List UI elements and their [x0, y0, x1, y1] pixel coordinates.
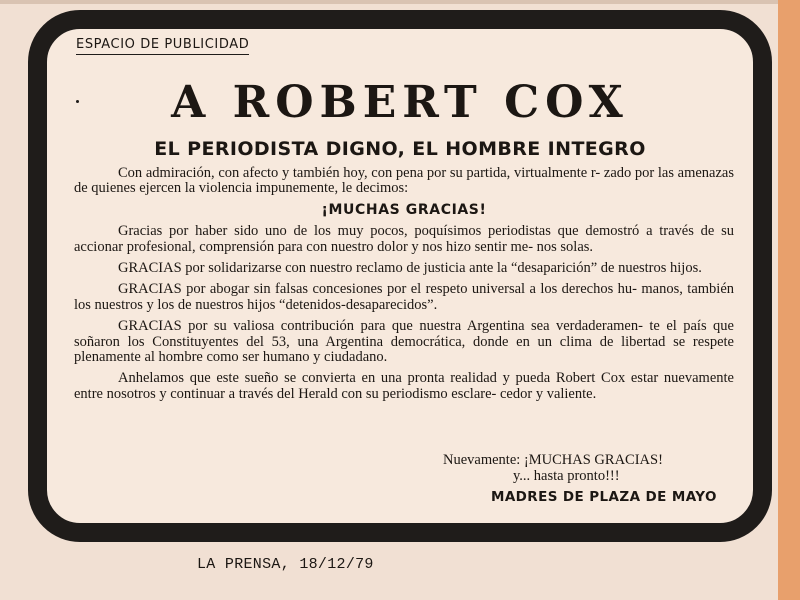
- closing-block: [443, 452, 663, 484]
- body-paragraph: GRACIAS por su valiosa contribución para que nuestra Argentina sea verdaderamen- te el país que soñaron los Constituyentes del 53, una Argentina democrática, donde en un clima de libertad se respete plenamente al hombre como ser humano y ciudadano.: [74, 318, 734, 366]
- body-paragraph: Gracias por haber sido uno de los muy pocos, poquísimos periodistas que demostró a través de su accionar profesional, comprensión para con nuestro dolor y nos hizo sentir me- nos solas.: [74, 223, 734, 255]
- ad-section-label: ESPACIO DE PUBLICIDAD: [76, 37, 249, 55]
- ad-title: A ROBERT COX: [171, 77, 629, 128]
- intro-paragraph: Con admiración, con afecto y también hoy, con pena por su partida, virtualmente r- zado por las amenazas de quienes ejercen la violencia impunemente, le decimos:: [74, 165, 734, 197]
- ad-body: [74, 166, 734, 408]
- body-paragraph: GRACIAS por solidarizarse con nuestro reclamo de justicia ante la “desaparición” de nuestros hijos.: [118, 260, 702, 277]
- source-caption: LA PRENSA, 18/12/79: [197, 556, 374, 573]
- closing-farewell: y... hasta pronto!!!: [513, 468, 620, 484]
- closing-thanks: Nuevamente: ¡MUCHAS GRACIAS!: [443, 452, 663, 468]
- ad-signature: MADRES DE PLAZA DE MAYO: [491, 489, 717, 505]
- clipping-top-edge: [0, 0, 778, 4]
- body-paragraph: Anhelamos que este sueño se convierta en una pronta realidad y pueda Robert Cox estar nuevamente entre nosotros y continuar a través del Herald con su periodismo esclare- cedor y valiente.: [74, 370, 734, 402]
- body-paragraph: GRACIAS por abogar sin falsas concesiones por el respeto universal a los derechos hu- manos, también los nuestros y los de nuestros hijos “detenidos-desaparecidos”.: [74, 281, 734, 313]
- thanks-heading: ¡MUCHAS GRACIAS!: [321, 201, 487, 218]
- ad-subtitle: EL PERIODISTA DIGNO, EL HOMBRE INTEGRO: [154, 138, 646, 160]
